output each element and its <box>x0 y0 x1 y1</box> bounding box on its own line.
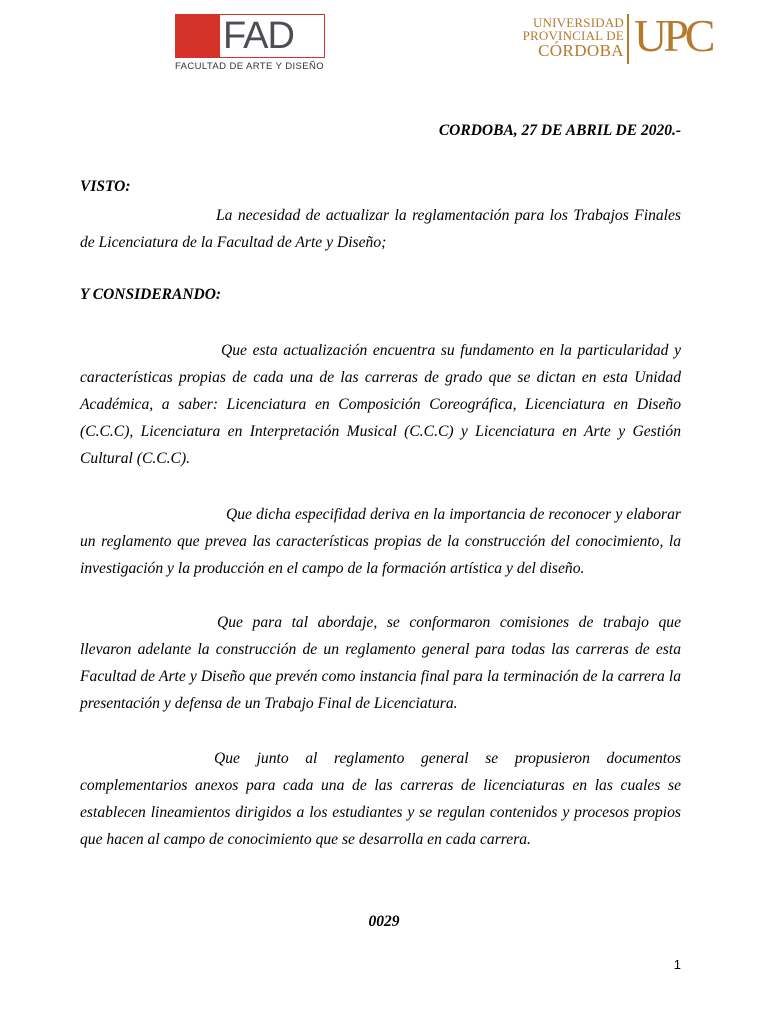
considerando-paragraph-3: Que para tal abordaje, se conformaron comisiones de trabajo que llevaron adelante la construcción de un reglamento general para todas las carreras de esta Facultad de Arte y Diseño que prevén como instancia final para la terminación de la carrera la presentación y defensa de un Trabajo Final de Licenciatura. <box>80 614 681 712</box>
upc-logo-divider <box>627 14 629 64</box>
fad-logo-subtitle: FACULTAD DE ARTE Y DISEÑO <box>175 61 325 72</box>
document-date: CORDOBA, 27 DE ABRIL DE 2020.- <box>438 122 681 139</box>
upc-logo-line3: CÓRDOBA <box>538 41 624 60</box>
considerando-paragraph-1: Que esta actualización encuentra su fundamento en la particularidad y características propias de cada una de las carreras de grado que se dictan en esta Unidad Académica, a saber: Licenciatura en Composición Coreográfica, Licenciatura en Diseño (C.C.C), Licenciatura en Interpretación Musical (C.C.C) y Licenciatura en Arte y Gestión Cultural (C.C.C). <box>80 342 681 467</box>
considerando-paragraph-4: Que junto al reglamento general se propusieron documentos complementarios anexos para cada una de las carreras de licenciaturas en las cuales se establecen lineamientos dirigidos a los estudiantes y se regulan contenidos y procesos propios que hacen al campo de conocimiento que se desarrolla en cada carrera. <box>80 750 681 848</box>
document-number: 0029 <box>368 913 400 930</box>
visto-heading: VISTO: <box>80 178 131 195</box>
considerando-paragraph-2: Que dicha especifidad deriva en la importancia de reconocer y elaborar un reglamento que prevea las características propias de la construcción del conocimiento, la investigación y la producción en el campo de la formación artística y del diseño. <box>80 506 681 577</box>
visto-paragraph: La necesidad de actualizar la reglamentación para los Trabajos Finales de Licenciatura de la Facultad de Arte y Diseño; <box>80 207 681 251</box>
upc-logo-mark: UPC <box>634 10 712 61</box>
upc-logo-line1: UNIVERSIDAD <box>532 15 624 30</box>
upc-logo-text <box>523 16 624 59</box>
fad-logo-wordmark: FAD <box>223 15 294 57</box>
considerando-heading: Y CONSIDERANDO: <box>80 286 222 303</box>
fad-logo <box>175 14 327 76</box>
fad-logo-red-block <box>176 15 220 57</box>
page-number: 1 <box>673 957 681 972</box>
upc-logo <box>522 10 716 66</box>
upc-logo-line2: PROVINCIAL DE <box>522 28 624 43</box>
fad-logo-box <box>175 14 325 58</box>
